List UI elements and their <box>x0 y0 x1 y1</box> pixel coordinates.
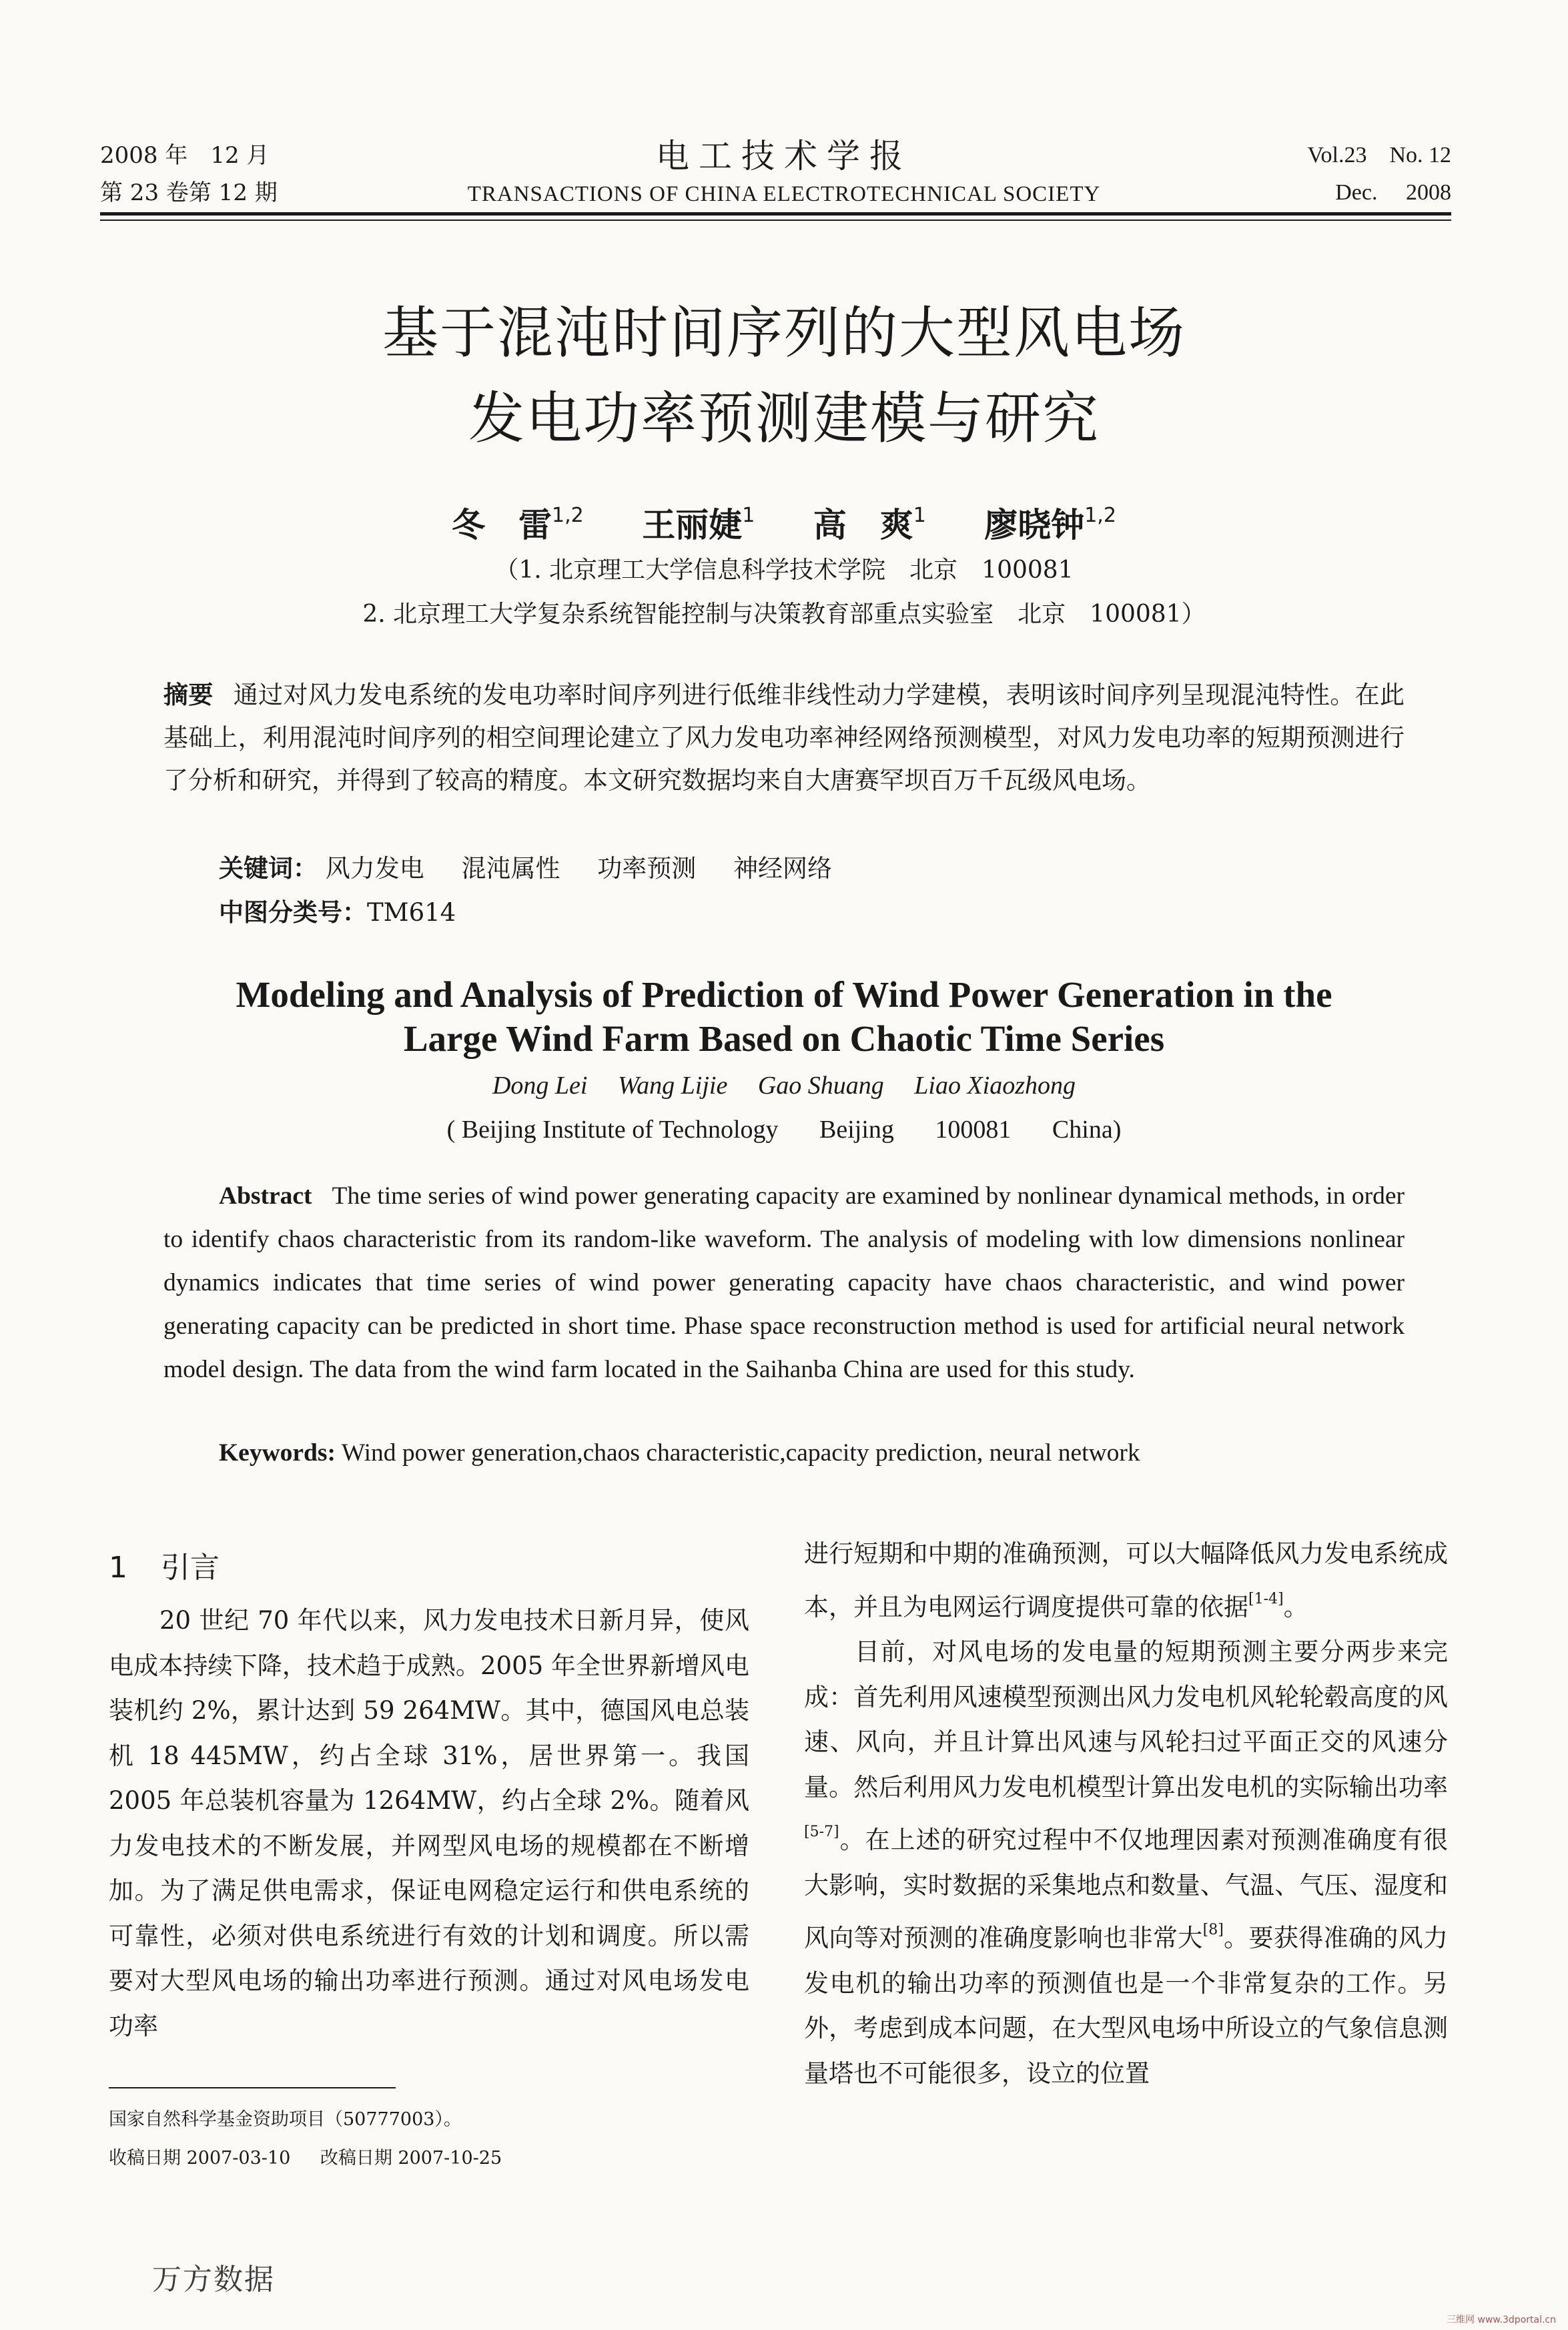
header-issue-info <box>100 137 278 212</box>
keywords-en-label: Keywords: <box>219 1439 336 1467</box>
corner-mark: 三维网 www.3dportal.cn <box>1447 2315 1556 2325</box>
affiliation-en-part: China) <box>1052 1116 1122 1144</box>
affiliation-en-part: ( Beijing Institute of Technology <box>446 1116 779 1144</box>
received-label: 收稿日期 <box>109 2148 181 2169</box>
header-volume-cn: 第 23 卷第 12 期 <box>100 179 278 206</box>
author-list-cn <box>133 492 1435 548</box>
affiliation-en-part: 100081 <box>935 1116 1012 1144</box>
abstract-en <box>163 1174 1405 1391</box>
journal-name <box>374 133 1194 210</box>
paragraph-text: 。 <box>1283 1592 1308 1621</box>
abstract-en-text: The time series of wind power generating capacity are examined by nonlinear dynamical methods, in order to identify chaos characteristic from its random-like waveform. The analysis of modeling with low dimensions nonlinear dynamics indicates that time series of wind power generating capacity have chaos characteristic, and wind power generating capacity can be predicted in short time. Phase space reconstruction method is used for artificial neural network model design. The data from the wind farm located in the Saihanba China are used for this study. <box>163 1182 1405 1383</box>
classification-cn <box>219 891 456 934</box>
paper-title-en <box>100 973 1468 1061</box>
author-affil-mark: 1 <box>913 504 926 527</box>
paragraph-text: 目前，对风电场的发电量的短期预测主要分两步来完成：首先利用风速模型预测出风力发电机风轮轮毂高度的风速、风向，并且计算出风速与风轮扫过平面正交的风速分量。然后利用风力发电机模型计算出发电机的实际输出功率 <box>804 1637 1448 1802</box>
header-rule-thin <box>100 220 1451 221</box>
watermark: 万方数据 <box>152 2263 275 2297</box>
paper-title-en-line2: Large Wind Farm Based on Chaotic Time Series <box>403 1018 1165 1059</box>
keyword-item: 风力发电 <box>325 854 424 883</box>
header-vol-no: Vol.23 No. 12 <box>1307 143 1451 167</box>
author-name-en: Dong Lei <box>492 1072 588 1100</box>
body-paragraph <box>804 1629 1448 2096</box>
affiliation-line: （1. 北京理工大学信息科学技术学院 北京 100081 <box>494 556 1074 584</box>
paper-title-cn <box>133 290 1435 461</box>
classification-value: TM614 <box>367 898 456 927</box>
abstract-en-label: Abstract <box>219 1182 312 1210</box>
author-name: 廖晓钟 <box>984 506 1085 544</box>
author-name: 高 爽 <box>813 506 913 544</box>
body-right-column <box>804 1531 1448 2096</box>
paragraph-text: 进行短期和中期的准确预测，可以大幅降低风力发电系统成本，并且为电网运行调度提供可靠的依据 <box>804 1539 1448 1621</box>
header-volume-info <box>1307 137 1451 212</box>
paper-title-cn-line1: 基于混沌时间序列的大型风电场 <box>382 300 1186 366</box>
affiliation-en <box>100 1111 1468 1148</box>
author-name-en: Liao Xiaozhong <box>914 1072 1076 1100</box>
paragraph-text: 。要获得准确的风力发电机的输出功率的预测值也是一个非常复杂的工作。另外，考虑到成本问题，在大型风电场中所设立的气象信息测量塔也不可能很多，设立的位置 <box>804 1924 1449 2088</box>
affiliations-cn <box>133 548 1435 637</box>
author-list-en <box>100 1068 1468 1104</box>
paragraph-text: 。在上述的研究过程中不仅地理因素对预测准确度有很大影响，实时数据的采集地点和数量、气温、气压、湿度和风向等对预测的准确度影响也非常大 <box>804 1826 1448 1952</box>
body-paragraph: 20 世纪 70 年代以来，风力发电技术日新月异，使风电成本持续下降，技术趋于成熟。2005 年全世界新增风电装机约 2%，累计达到 59 264MW。其中，德国风电总装机 18 445MW，约占全球 31%，居世界第一。我国 2005 年总装机容量为 1264MW，约占全球 2%。随着风力发电技术的不断发展，并网型风电场的规模都在不断增加。为了满足供电需求，保证电网稳定运行和供电系统的可靠性，必须对供电系统进行有效的计划和调度。所以需要对大型风电场的输出功率进行预测。通过对风电场发电功率 <box>109 1606 749 2040</box>
funding-note: 国家自然科学基金资助项目（50777003）。 <box>109 2109 462 2130</box>
body-paragraph <box>804 1531 1448 1629</box>
section-title: 引言 <box>161 1551 220 1585</box>
author-name-en: Wang Lijie <box>617 1072 728 1100</box>
keyword-item: 神经网络 <box>733 854 833 883</box>
footnote-rule <box>109 2087 396 2088</box>
author-name: 王丽婕 <box>642 506 743 544</box>
citation-ref: [8] <box>1202 1922 1224 1938</box>
keywords-en <box>219 1431 1140 1475</box>
header-date-en: Dec. 2008 <box>1335 180 1451 205</box>
footnotes <box>109 2100 502 2178</box>
keyword-item: 功率预测 <box>597 854 697 883</box>
author-affil-mark: 1 <box>742 504 755 527</box>
received-date: 2007-03-10 <box>186 2148 291 2169</box>
author-affil-mark: 1,2 <box>1084 504 1116 527</box>
section-number: 1 <box>109 1551 127 1585</box>
journal-name-en: TRANSACTIONS OF CHINA ELECTROTECHNICAL SOCIETY <box>467 182 1101 206</box>
citation-ref: [5-7] <box>804 1824 839 1840</box>
header-date-cn: 2008 年 12 月 <box>100 142 270 169</box>
revised-date: 2007-10-25 <box>398 2148 502 2169</box>
keyword-item: 混沌属性 <box>461 854 560 883</box>
paper-title-cn-line2: 发电功率预测建模与研究 <box>468 386 1100 451</box>
dates-note <box>109 2139 502 2178</box>
journal-name-cn: 电工技术学报 <box>656 137 912 175</box>
abstract-cn-label: 摘要 <box>163 681 214 709</box>
citation-ref: [1-4] <box>1248 1590 1284 1607</box>
revised-label: 改稿日期 <box>320 2148 392 2169</box>
keywords-cn-label: 关键词： <box>219 854 318 883</box>
header-rule-thick <box>100 212 1451 216</box>
abstract-cn-text: 通过对风力发电系统的发电功率时间序列进行低维非线性动力学建模，表明该时间序列呈现混沌特性。在此基础上，利用混沌时间序列的相空间理论建立了风力发电功率神经网络预测模型，对风力发电功率的短期预测进行了分析和研究，并得到了较高的精度。本文研究数据均来自大唐赛罕坝百万千瓦级风电场。 <box>163 681 1405 795</box>
affiliation-en-part: Beijing <box>819 1116 894 1144</box>
paper-title-en-line1: Modeling and Analysis of Prediction of Wind Power Generation in the <box>236 974 1332 1015</box>
author-affil-mark: 1,2 <box>552 504 584 527</box>
keywords-en-text: Wind power generation,chaos characteristic,capacity prediction, neural network <box>341 1439 1140 1467</box>
section-heading <box>109 1548 220 1588</box>
body-left-column <box>109 1598 749 2048</box>
author-name-en: Gao Shuang <box>757 1072 884 1100</box>
affiliation-line: 2. 北京理工大学复杂系统智能控制与决策教育部重点实验室 北京 100081） <box>362 601 1206 628</box>
keywords-cn <box>219 847 861 890</box>
classification-label: 中图分类号： <box>219 898 367 927</box>
author-name: 冬 雷 <box>452 506 552 544</box>
abstract-cn <box>163 674 1405 802</box>
